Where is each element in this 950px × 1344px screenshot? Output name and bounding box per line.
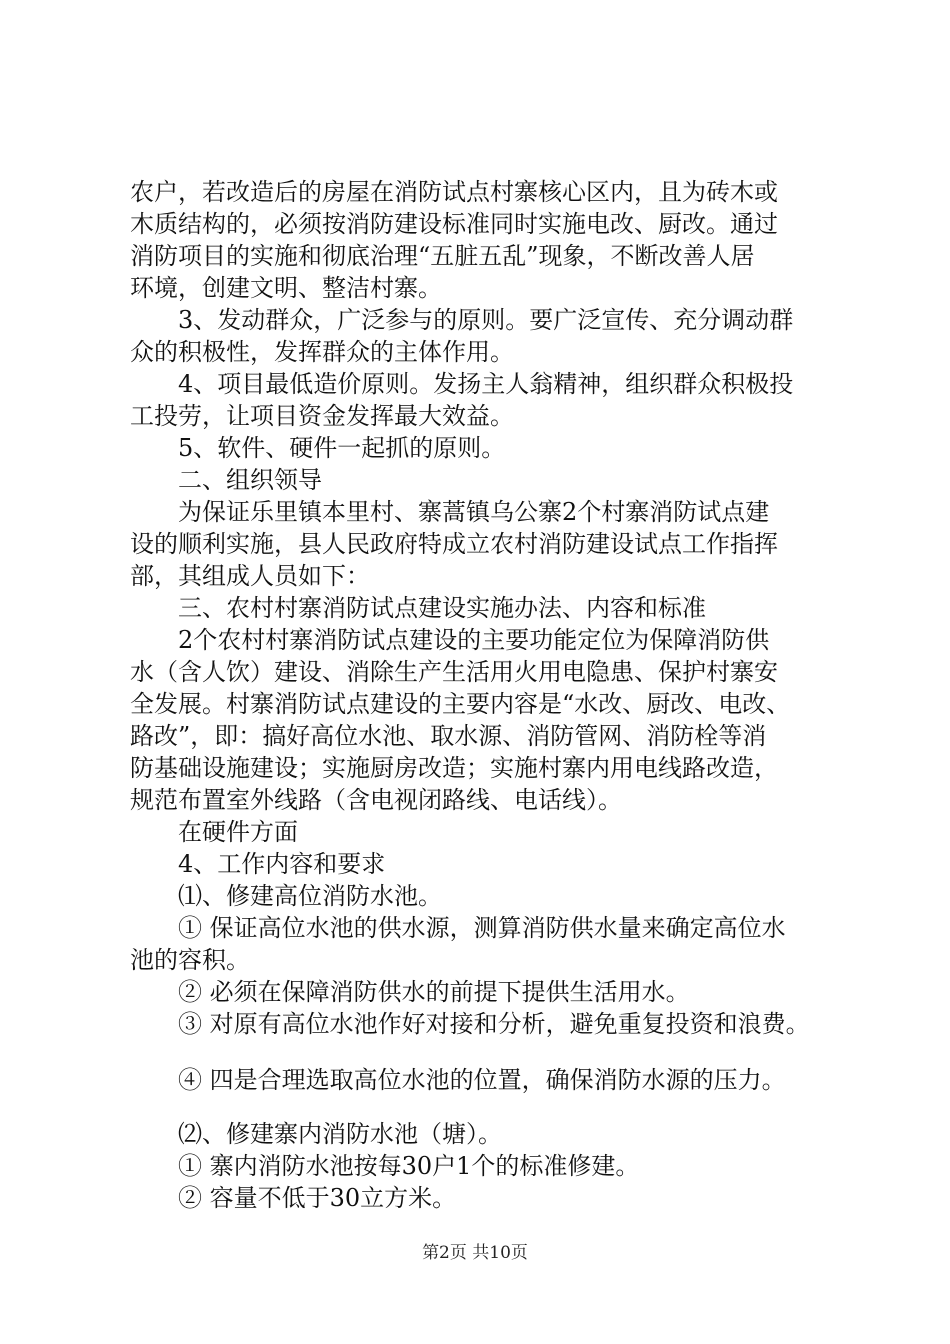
body-text-line: 工投劳，让项目资金发挥最大效益。: [130, 402, 514, 430]
body-text-line: 设的顺利实施，县人民政府特成立农村消防建设试点工作指挥: [130, 530, 778, 558]
body-text-line: 木质结构的，必须按消防建设标准同时实施电改、厨改。通过: [130, 210, 778, 238]
section-heading: 4、工作内容和要求: [178, 850, 386, 878]
section-heading: 二、组织领导: [178, 466, 322, 494]
body-text-line: 消防项目的实施和彻底治理“五脏五乱”现象，不断改善人居: [130, 242, 755, 270]
list-item: ⑴、修建高位消防水池。: [178, 882, 442, 910]
list-item: ② 必须在保障消防供水的前提下提供生活用水。: [178, 978, 690, 1006]
list-item: ① 保证高位水池的供水源，测算消防供水量来确定高位水: [178, 914, 786, 942]
body-text-line: 众的积极性，发挥群众的主体作用。: [130, 338, 514, 366]
body-text-line: 路改”，即：搞好高位水池、取水源、消防管网、消防栓等消: [130, 722, 767, 750]
list-item: ② 容量不低于30立方米。: [178, 1184, 457, 1212]
body-text-line: 为保证乐里镇本里村、寨蒿镇乌公寨2个村寨消防试点建: [178, 498, 770, 526]
body-text-line: 环境，创建文明、整洁村寨。: [130, 274, 442, 302]
page-number-footer: 第2页 共10页: [422, 1243, 528, 1263]
body-text-line: 农户，若改造后的房屋在消防试点村寨核心区内，且为砖木或: [130, 178, 778, 206]
body-text-line: 4、项目最低造价原则。发扬主人翁精神，组织群众积极投: [178, 370, 794, 398]
list-item: ③ 对原有高位水池作好对接和分析，避免重复投资和浪费。: [178, 1010, 810, 1038]
body-text-line: 在硬件方面: [178, 818, 298, 846]
body-text-line: 3、发动群众，广泛参与的原则。要广泛宣传、充分调动群: [178, 306, 794, 334]
section-heading: 三、农村村寨消防试点建设实施办法、内容和标准: [178, 594, 706, 622]
body-text-line: 规范布置室外线路（含电视闭路线、电话线）。: [130, 786, 622, 814]
body-text-line: 水（含人饮）建设、消除生产生活用火用电隐患、保护村寨安: [130, 658, 778, 686]
list-item: ⑵、修建寨内消防水池（塘）。: [178, 1120, 502, 1148]
body-text-line: 防基础设施建设；实施厨房改造；实施村寨内用电线路改造，: [130, 754, 778, 782]
list-item: ① 寨内消防水池按每30户1个的标准修建。: [178, 1152, 640, 1180]
body-text-line: 5、软件、硬件一起抓的原则。: [178, 434, 506, 462]
body-text-line: 全发展。村寨消防试点建设的主要内容是“水改、厨改、电改、: [130, 690, 791, 718]
body-text-line: 部，其组成人员如下：: [130, 562, 370, 590]
body-text-line: 2个农村村寨消防试点建设的主要功能定位为保障消防供: [178, 626, 770, 654]
list-item: ④ 四是合理选取高位水池的位置，确保消防水源的压力。: [178, 1066, 786, 1094]
body-text-line: 池的容积。: [130, 946, 250, 974]
